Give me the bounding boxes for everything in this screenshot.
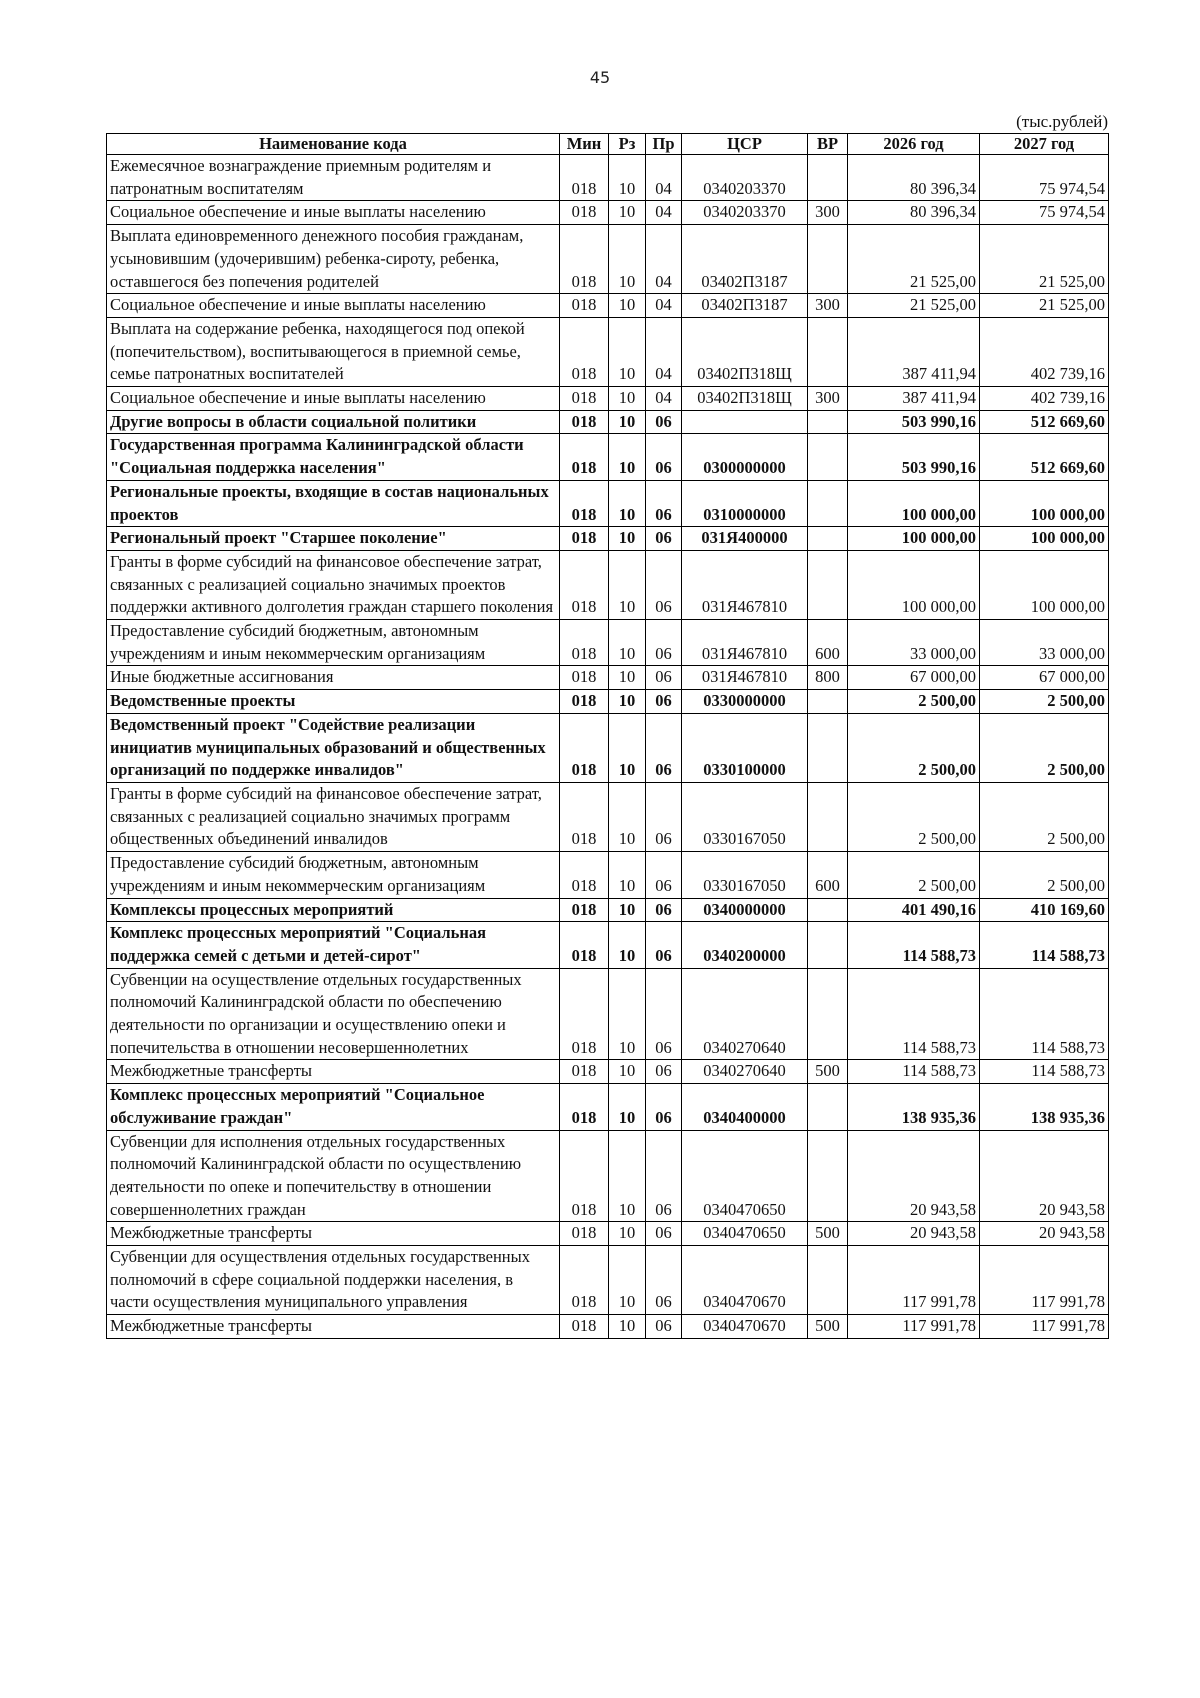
row-pr: 06 <box>646 527 682 551</box>
row-amount-2027: 2 500,00 <box>980 782 1109 851</box>
table-row <box>107 713 1109 782</box>
row-rz: 10 <box>609 155 646 201</box>
row-amount-2026: 67 000,00 <box>848 666 980 690</box>
row-vr: 500 <box>808 1315 848 1339</box>
table-row <box>107 294 1109 318</box>
row-rz: 10 <box>609 201 646 225</box>
row-vr: 300 <box>808 294 848 318</box>
header-vr: ВР <box>808 134 848 155</box>
row-amount-2027: 402 739,16 <box>980 387 1109 411</box>
table-row <box>107 1060 1109 1084</box>
row-pr: 06 <box>646 690 682 714</box>
row-amount-2027: 75 974,54 <box>980 155 1109 201</box>
row-pr: 06 <box>646 782 682 851</box>
table-row <box>107 410 1109 434</box>
row-name: Выплата единовременного денежного пособия гражданам, усыновившим (удочерившим) ребенка-сироту, ребенка, оставшегося без попечения родителей <box>107 225 560 294</box>
table-row <box>107 922 1109 968</box>
row-vr <box>808 898 848 922</box>
row-min: 018 <box>560 201 609 225</box>
row-vr <box>808 527 848 551</box>
row-min: 018 <box>560 434 609 480</box>
row-amount-2027: 67 000,00 <box>980 666 1109 690</box>
row-rz: 10 <box>609 620 646 666</box>
row-name: Гранты в форме субсидий на финансовое обеспечение затрат, связанных с реализацией социально значимых проектов поддержки активного долголетия граждан старшего поколения <box>107 550 560 619</box>
table-row <box>107 434 1109 480</box>
row-csr: 03402П3187 <box>682 225 808 294</box>
row-csr: 0330000000 <box>682 690 808 714</box>
row-csr: 0300000000 <box>682 434 808 480</box>
row-min: 018 <box>560 1130 609 1222</box>
row-name: Региональный проект "Старшее поколение" <box>107 527 560 551</box>
row-csr: 0340470670 <box>682 1315 808 1339</box>
row-pr: 06 <box>646 1222 682 1246</box>
row-amount-2026: 80 396,34 <box>848 201 980 225</box>
row-pr: 04 <box>646 317 682 386</box>
row-vr <box>808 550 848 619</box>
row-name: Предоставление субсидий бюджетным, автономным учреждениям и иным некоммерческим организациям <box>107 852 560 898</box>
row-pr: 06 <box>646 922 682 968</box>
row-rz: 10 <box>609 690 646 714</box>
row-min: 018 <box>560 666 609 690</box>
row-amount-2027: 100 000,00 <box>980 550 1109 619</box>
row-vr <box>808 782 848 851</box>
row-csr: 0340470650 <box>682 1222 808 1246</box>
row-amount-2027: 2 500,00 <box>980 852 1109 898</box>
row-csr: 0340470650 <box>682 1130 808 1222</box>
row-csr: 0340470670 <box>682 1246 808 1315</box>
row-name: Комплексы процессных мероприятий <box>107 898 560 922</box>
row-amount-2027: 21 525,00 <box>980 294 1109 318</box>
header-year-2027: 2027 год <box>980 134 1109 155</box>
row-rz: 10 <box>609 1084 646 1130</box>
row-amount-2026: 21 525,00 <box>848 225 980 294</box>
row-amount-2026: 2 500,00 <box>848 713 980 782</box>
row-rz: 10 <box>609 713 646 782</box>
row-csr: 031Я467810 <box>682 666 808 690</box>
row-pr: 06 <box>646 852 682 898</box>
row-min: 018 <box>560 620 609 666</box>
row-csr: 0330100000 <box>682 713 808 782</box>
row-min: 018 <box>560 294 609 318</box>
row-amount-2027: 20 943,58 <box>980 1222 1109 1246</box>
row-vr <box>808 713 848 782</box>
row-amount-2026: 20 943,58 <box>848 1130 980 1222</box>
table-row <box>107 898 1109 922</box>
row-min: 018 <box>560 1060 609 1084</box>
row-vr <box>808 690 848 714</box>
row-pr: 06 <box>646 968 682 1060</box>
table-row <box>107 968 1109 1060</box>
table-body <box>107 155 1109 1339</box>
table-row <box>107 666 1109 690</box>
row-rz: 10 <box>609 666 646 690</box>
table-row <box>107 527 1109 551</box>
row-amount-2026: 33 000,00 <box>848 620 980 666</box>
row-name: Выплата на содержание ребенка, находящегося под опекой (попечительством), воспитывающегося в приемной семье, семье патронатных воспитателей <box>107 317 560 386</box>
table-row <box>107 155 1109 201</box>
table-row <box>107 1222 1109 1246</box>
row-amount-2027: 117 991,78 <box>980 1246 1109 1315</box>
row-min: 018 <box>560 1315 609 1339</box>
row-pr: 06 <box>646 410 682 434</box>
row-amount-2027: 114 588,73 <box>980 922 1109 968</box>
table-row <box>107 1315 1109 1339</box>
row-rz: 10 <box>609 480 646 526</box>
row-rz: 10 <box>609 225 646 294</box>
page-number: 45 <box>589 68 611 87</box>
row-pr: 04 <box>646 294 682 318</box>
row-name: Предоставление субсидий бюджетным, автономным учреждениям и иным некоммерческим организациям <box>107 620 560 666</box>
row-amount-2026: 117 991,78 <box>848 1246 980 1315</box>
row-pr: 06 <box>646 1315 682 1339</box>
row-name: Социальное обеспечение и иные выплаты населению <box>107 387 560 411</box>
table-row <box>107 852 1109 898</box>
row-name: Межбюджетные трансферты <box>107 1222 560 1246</box>
row-min: 018 <box>560 968 609 1060</box>
table-row <box>107 1084 1109 1130</box>
row-vr: 600 <box>808 852 848 898</box>
row-csr: 0310000000 <box>682 480 808 526</box>
row-amount-2026: 100 000,00 <box>848 550 980 619</box>
row-amount-2027: 410 169,60 <box>980 898 1109 922</box>
row-pr: 06 <box>646 1246 682 1315</box>
row-vr: 300 <box>808 201 848 225</box>
row-rz: 10 <box>609 852 646 898</box>
row-pr: 06 <box>646 434 682 480</box>
table-row <box>107 480 1109 526</box>
row-pr: 06 <box>646 1084 682 1130</box>
row-vr <box>808 410 848 434</box>
row-min: 018 <box>560 782 609 851</box>
row-pr: 04 <box>646 225 682 294</box>
row-min: 018 <box>560 922 609 968</box>
row-amount-2027: 100 000,00 <box>980 527 1109 551</box>
row-min: 018 <box>560 527 609 551</box>
row-vr <box>808 1084 848 1130</box>
row-amount-2026: 2 500,00 <box>848 690 980 714</box>
table-row <box>107 201 1109 225</box>
row-vr: 800 <box>808 666 848 690</box>
table-row <box>107 550 1109 619</box>
row-amount-2027: 402 739,16 <box>980 317 1109 386</box>
row-min: 018 <box>560 852 609 898</box>
table-row <box>107 690 1109 714</box>
row-vr <box>808 480 848 526</box>
header-pr: Пр <box>646 134 682 155</box>
row-rz: 10 <box>609 898 646 922</box>
row-rz: 10 <box>609 387 646 411</box>
row-pr: 04 <box>646 201 682 225</box>
row-min: 018 <box>560 713 609 782</box>
row-csr <box>682 410 808 434</box>
row-amount-2026: 20 943,58 <box>848 1222 980 1246</box>
row-amount-2026: 100 000,00 <box>848 480 980 526</box>
row-amount-2027: 114 588,73 <box>980 968 1109 1060</box>
row-csr: 031Я467810 <box>682 620 808 666</box>
row-pr: 06 <box>646 666 682 690</box>
units-label: (тыс.рублей) <box>1016 112 1108 131</box>
row-amount-2027: 100 000,00 <box>980 480 1109 526</box>
row-pr: 06 <box>646 1060 682 1084</box>
row-name: Субвенции на осуществление отдельных государственных полномочий Калининградской области по обеспечению деятельности по организации и осуществлению опеки и попечительства в отношении несовершеннолетних <box>107 968 560 1060</box>
row-amount-2027: 512 669,60 <box>980 410 1109 434</box>
row-rz: 10 <box>609 1222 646 1246</box>
row-name: Иные бюджетные ассигнования <box>107 666 560 690</box>
row-rz: 10 <box>609 550 646 619</box>
row-amount-2026: 401 490,16 <box>848 898 980 922</box>
row-min: 018 <box>560 898 609 922</box>
row-amount-2026: 2 500,00 <box>848 852 980 898</box>
row-name: Ведомственный проект "Содействие реализации инициатив муниципальных образований и общественных организаций по поддержке инвалидов" <box>107 713 560 782</box>
row-name: Другие вопросы в области социальной политики <box>107 410 560 434</box>
row-rz: 10 <box>609 968 646 1060</box>
row-amount-2026: 114 588,73 <box>848 922 980 968</box>
row-name: Гранты в форме субсидий на финансовое обеспечение затрат, связанных с реализацией социально значимых программ общественных объединений инвалидов <box>107 782 560 851</box>
row-vr <box>808 1130 848 1222</box>
row-min: 018 <box>560 317 609 386</box>
row-pr: 04 <box>646 387 682 411</box>
row-name: Социальное обеспечение и иные выплаты населению <box>107 201 560 225</box>
row-rz: 10 <box>609 317 646 386</box>
table-row <box>107 1130 1109 1222</box>
row-amount-2026: 114 588,73 <box>848 968 980 1060</box>
row-csr: 031Я467810 <box>682 550 808 619</box>
table-row <box>107 782 1109 851</box>
row-amount-2026: 387 411,94 <box>848 317 980 386</box>
row-rz: 10 <box>609 922 646 968</box>
row-vr <box>808 1246 848 1315</box>
row-amount-2026: 387 411,94 <box>848 387 980 411</box>
row-amount-2027: 33 000,00 <box>980 620 1109 666</box>
row-rz: 10 <box>609 1060 646 1084</box>
row-min: 018 <box>560 550 609 619</box>
row-csr: 03402П3187 <box>682 294 808 318</box>
row-csr: 0340200000 <box>682 922 808 968</box>
row-name: Комплекс процессных мероприятий "Социальная поддержка семей с детьми и детей-сирот" <box>107 922 560 968</box>
row-name: Региональные проекты, входящие в состав национальных проектов <box>107 480 560 526</box>
row-amount-2027: 75 974,54 <box>980 201 1109 225</box>
row-pr: 06 <box>646 898 682 922</box>
row-min: 018 <box>560 1246 609 1315</box>
row-min: 018 <box>560 1222 609 1246</box>
row-name: Межбюджетные трансферты <box>107 1060 560 1084</box>
row-rz: 10 <box>609 527 646 551</box>
row-vr <box>808 155 848 201</box>
row-min: 018 <box>560 387 609 411</box>
row-amount-2027: 21 525,00 <box>980 225 1109 294</box>
row-name: Государственная программа Калининградской области "Социальная поддержка населения" <box>107 434 560 480</box>
row-rz: 10 <box>609 1246 646 1315</box>
row-min: 018 <box>560 1084 609 1130</box>
row-name: Межбюджетные трансферты <box>107 1315 560 1339</box>
row-pr: 06 <box>646 550 682 619</box>
row-name: Социальное обеспечение и иные выплаты населению <box>107 294 560 318</box>
row-amount-2027: 2 500,00 <box>980 690 1109 714</box>
row-csr: 0340203370 <box>682 155 808 201</box>
row-pr: 06 <box>646 480 682 526</box>
row-amount-2027: 2 500,00 <box>980 713 1109 782</box>
row-csr: 03402П318Щ <box>682 317 808 386</box>
row-csr: 0340203370 <box>682 201 808 225</box>
header-csr: ЦСР <box>682 134 808 155</box>
table-row <box>107 225 1109 294</box>
row-rz: 10 <box>609 1130 646 1222</box>
row-pr: 06 <box>646 713 682 782</box>
row-vr <box>808 922 848 968</box>
row-pr: 06 <box>646 1130 682 1222</box>
row-min: 018 <box>560 480 609 526</box>
header-year-2026: 2026 год <box>848 134 980 155</box>
row-min: 018 <box>560 690 609 714</box>
row-csr: 0340000000 <box>682 898 808 922</box>
row-csr: 03402П318Щ <box>682 387 808 411</box>
row-csr: 0340400000 <box>682 1084 808 1130</box>
row-amount-2026: 117 991,78 <box>848 1315 980 1339</box>
row-pr: 06 <box>646 620 682 666</box>
table-row <box>107 1246 1109 1315</box>
table-row <box>107 317 1109 386</box>
row-amount-2027: 117 991,78 <box>980 1315 1109 1339</box>
row-min: 018 <box>560 410 609 434</box>
row-amount-2026: 503 990,16 <box>848 434 980 480</box>
row-vr: 300 <box>808 387 848 411</box>
table-row <box>107 620 1109 666</box>
row-rz: 10 <box>609 782 646 851</box>
row-name: Ежемесячное вознаграждение приемным родителям и патронатным воспитателям <box>107 155 560 201</box>
row-rz: 10 <box>609 434 646 480</box>
row-csr: 031Я400000 <box>682 527 808 551</box>
header-name: Наименование кода <box>107 134 560 155</box>
row-name: Комплекс процессных мероприятий "Социальное обслуживание граждан" <box>107 1084 560 1130</box>
row-csr: 0330167050 <box>682 782 808 851</box>
row-amount-2027: 512 669,60 <box>980 434 1109 480</box>
row-amount-2026: 21 525,00 <box>848 294 980 318</box>
row-vr <box>808 434 848 480</box>
row-vr: 500 <box>808 1060 848 1084</box>
row-amount-2026: 138 935,36 <box>848 1084 980 1130</box>
row-amount-2027: 20 943,58 <box>980 1130 1109 1222</box>
row-min: 018 <box>560 155 609 201</box>
row-name: Субвенции для осуществления отдельных государственных полномочий в сфере социальной поддержки населения, в части осуществления муниципального управления <box>107 1246 560 1315</box>
row-pr: 04 <box>646 155 682 201</box>
table-header-row <box>107 134 1109 155</box>
row-name: Субвенции для исполнения отдельных государственных полномочий Калининградской области по осуществлению деятельности по опеке и попечительству в отношении совершеннолетних граждан <box>107 1130 560 1222</box>
row-csr: 0340270640 <box>682 1060 808 1084</box>
row-amount-2026: 100 000,00 <box>848 527 980 551</box>
row-rz: 10 <box>609 1315 646 1339</box>
row-vr <box>808 225 848 294</box>
row-csr: 0340270640 <box>682 968 808 1060</box>
row-rz: 10 <box>609 410 646 434</box>
row-amount-2026: 114 588,73 <box>848 1060 980 1084</box>
row-amount-2026: 2 500,00 <box>848 782 980 851</box>
row-vr: 500 <box>808 1222 848 1246</box>
row-amount-2026: 503 990,16 <box>848 410 980 434</box>
table-row <box>107 387 1109 411</box>
row-rz: 10 <box>609 294 646 318</box>
row-amount-2027: 138 935,36 <box>980 1084 1109 1130</box>
row-name: Ведомственные проекты <box>107 690 560 714</box>
row-vr: 600 <box>808 620 848 666</box>
row-amount-2026: 80 396,34 <box>848 155 980 201</box>
budget-table <box>106 133 1109 1339</box>
row-vr <box>808 317 848 386</box>
row-min: 018 <box>560 225 609 294</box>
header-rz: Рз <box>609 134 646 155</box>
row-amount-2027: 114 588,73 <box>980 1060 1109 1084</box>
row-vr <box>808 968 848 1060</box>
row-csr: 0330167050 <box>682 852 808 898</box>
header-min: Мин <box>560 134 609 155</box>
